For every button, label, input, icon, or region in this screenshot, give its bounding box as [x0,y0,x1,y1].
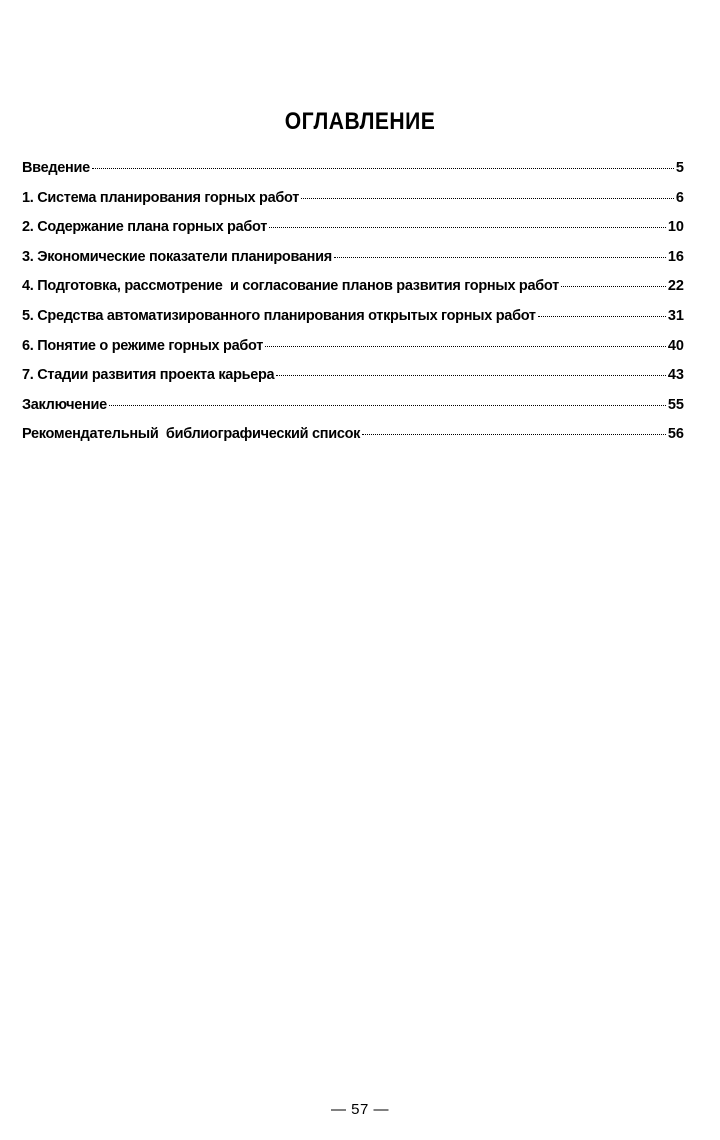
dot-leader [334,257,666,258]
toc-entry [22,308,684,338]
toc-entry [22,160,684,190]
toc-entry [22,249,684,279]
toc-entry-title: 3. Экономические показатели планирования [22,248,332,265]
toc-entry-page: 40 [667,337,684,354]
toc-entry-title: 7. Стадии развития проекта карьера [22,367,275,384]
dot-leader [92,168,674,169]
dot-leader [538,316,666,317]
toc-entry-title: 5. Средства автоматизированного планирования открытых горных работ [22,307,536,324]
toc-entry-page: 31 [667,307,684,324]
table-of-contents [22,160,684,456]
toc-entry-page: 10 [667,219,684,236]
toc-entry-page: 5 [675,160,684,176]
dot-leader [276,375,666,376]
toc-entry-title: 4. Подготовка, рассмотрение и согласование планов развития горных работ [22,278,559,295]
dot-leader [362,434,666,435]
toc-entry [22,190,684,220]
toc-entry-page: 16 [667,248,684,265]
dot-leader [269,227,666,228]
toc-entry-page: 56 [667,426,684,443]
toc-entry [22,338,684,368]
toc-entry-title: Рекомендательный библиографический список [22,426,361,443]
toc-entry-page: 22 [667,278,684,295]
toc-entry [22,219,684,249]
page-number: — 57 — [330,1101,390,1118]
toc-entry-title: Введение [22,160,90,176]
toc-entry [22,397,684,427]
toc-entry-page: 6 [675,189,684,206]
toc-entry-title: 1. Система планирования горных работ [22,189,300,206]
toc-entry-title: 2. Содержание плана горных работ [22,219,268,236]
dot-leader [265,346,666,347]
dot-leader [561,286,666,287]
toc-entry [22,367,684,397]
toc-entry [22,278,684,308]
toc-entry-page: 55 [667,396,684,413]
toc-entry [22,426,684,456]
page-title: ОГЛАВЛЕНИЕ [284,108,436,135]
toc-entry-title: Заключение [22,396,107,413]
dot-leader [109,405,666,406]
toc-entry-title: 6. Понятие о режиме горных работ [22,337,264,354]
dot-leader [301,198,674,199]
toc-entry-page: 43 [667,367,684,384]
